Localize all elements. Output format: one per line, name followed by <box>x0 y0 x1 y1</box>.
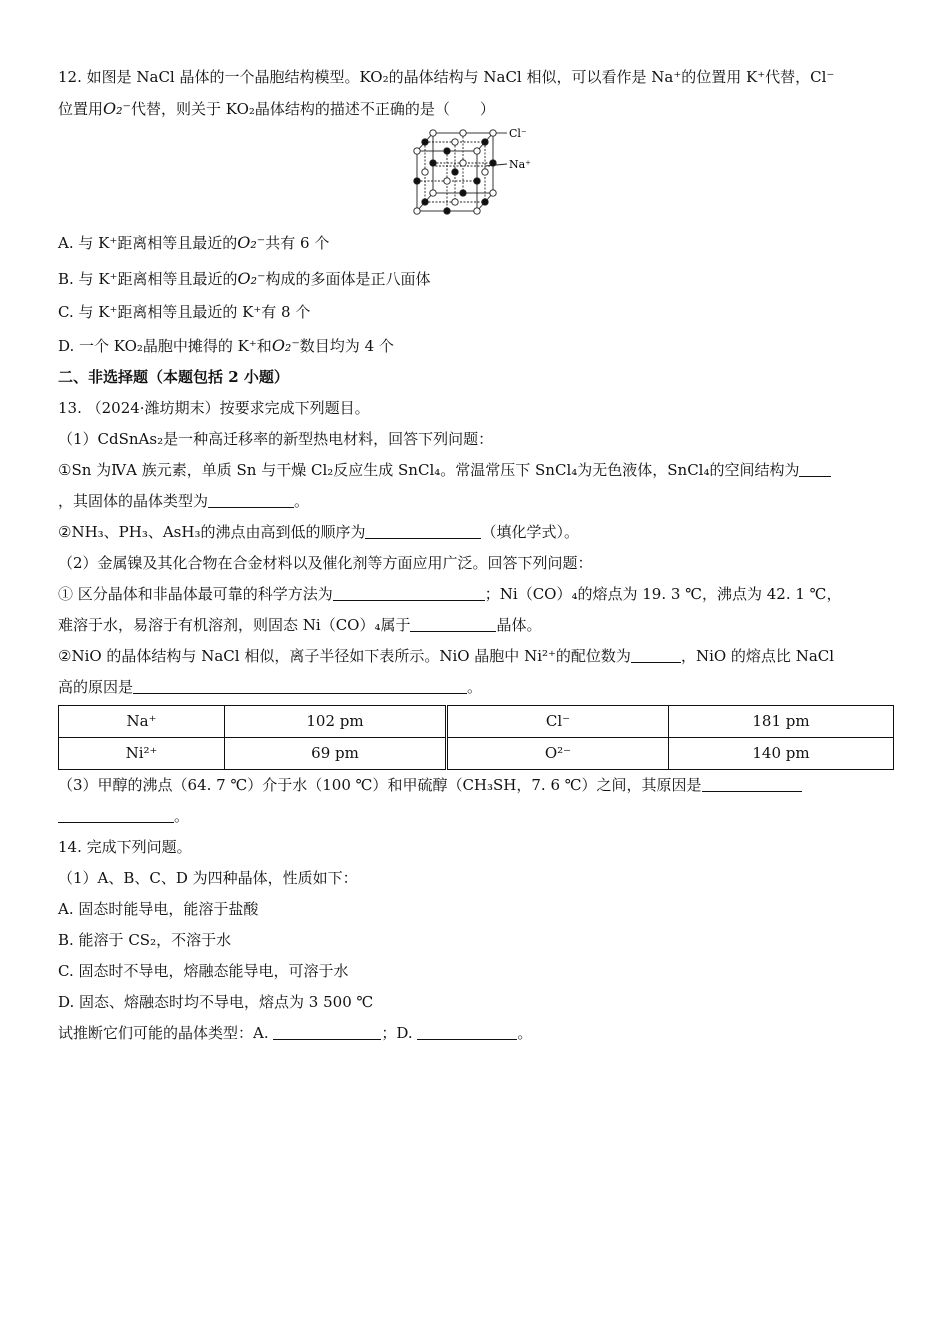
nacl-unit-cell-figure <box>58 127 894 223</box>
superoxide-formula: O₂⁻ <box>103 99 131 118</box>
q13-part3-line2 <box>58 801 894 832</box>
q13-part1-item2-tail: （填化学式）。 <box>481 523 579 541</box>
q13-part2-item2-text2: 高的原因是 <box>58 678 134 696</box>
worksheet <box>58 62 894 1049</box>
table-cell: 181 pm <box>669 706 894 738</box>
table-cell: Cl⁻ <box>447 706 669 738</box>
q13-part1: （1）CdSnAs₂是一种高迁移率的新型热电材料，回答下列问题： <box>58 430 494 448</box>
q14-ask <box>58 1018 894 1049</box>
q14-ask-a: 试推断它们可能的晶体类型：A. <box>58 1024 274 1042</box>
superoxide-formula: O₂⁻ <box>271 336 300 355</box>
q13-part2-item1-line2 <box>58 610 894 641</box>
option-d-tail: 数目均为 4 个 <box>299 337 394 355</box>
punctuation: 。 <box>174 807 190 825</box>
q14-crystal-d: D. 固态、熔融态时均不导电，熔点为 3 500 ℃ <box>58 993 374 1011</box>
option-a-tail: 共有 6 个 <box>265 234 330 252</box>
chloride-label: Cl⁻ <box>509 127 527 140</box>
q12-stem-line1: 12. 如图是 NaCl 晶体的一个晶胞结构模型。KO₂的晶体结构与 NaCl 相似，可以看作是 Na⁺的位置用 K⁺代替，Cl⁻ <box>58 68 835 86</box>
answer-blank[interactable] <box>133 677 467 694</box>
q14-ask-d: ；D. <box>381 1024 418 1042</box>
q13-part2-item1-line1 <box>58 579 894 610</box>
option-a-text: A. 与 K⁺距离相等且最近的 <box>58 234 238 252</box>
answer-blank[interactable] <box>58 806 174 823</box>
answer-blank[interactable] <box>410 615 496 632</box>
q13-part1-item2-text: ②NH₃、PH₃、AsH₃的沸点由高到低的顺序为 <box>58 523 366 541</box>
q12-stem-part-b: 代替，则关于 KO₂晶体结构的描述不正确的是（ ） <box>131 100 495 118</box>
q14-crystal-b: B. 能溶于 CS₂，不溶于水 <box>58 931 232 949</box>
answer-blank[interactable] <box>702 775 802 792</box>
answer-blank[interactable] <box>417 1023 517 1040</box>
q13-part1-item1-line1 <box>58 455 894 486</box>
answer-blank[interactable] <box>208 491 294 508</box>
q13-part2-item2-text: ②NiO 的晶体结构与 NaCl 相似，离子半径如下表所示。NiO 晶胞中 Ni²⁺的配位数为 <box>58 647 631 665</box>
option-b-tail: 构成的多面体是正八面体 <box>265 270 431 288</box>
answer-blank[interactable] <box>333 584 485 601</box>
table-row <box>59 738 894 770</box>
unit-cell-diagram <box>411 127 541 223</box>
q13-part2-item1-text: ① 区分晶体和非晶体最可靠的科学方法为 <box>58 585 333 603</box>
q12-option-a <box>58 227 894 259</box>
table-cell: 69 pm <box>225 738 447 770</box>
q13-part3-line1 <box>58 770 894 801</box>
sodium-label: Na⁺ <box>509 158 531 171</box>
q13-part2-item2-mid: ，NiO 的熔点比 NaCl <box>680 647 835 665</box>
superoxide-formula: O₂⁻ <box>237 233 266 252</box>
punctuation: 。 <box>467 678 483 696</box>
q14-part1: （1）A、B、C、D 为四种晶体，性质如下： <box>58 869 358 887</box>
table-cell: Ni²⁺ <box>59 738 225 770</box>
table-cell: 140 pm <box>669 738 894 770</box>
punctuation: 。 <box>517 1024 533 1042</box>
q13-part3-text: （3）甲醇的沸点（64. 7 ℃）介于水（100 ℃）和甲硫醇（CH₃SH，7. 6 ℃）之间，其原因是 <box>58 776 702 794</box>
answer-blank[interactable] <box>273 1023 381 1040</box>
q14-title: 14. 完成下列问题。 <box>58 838 192 856</box>
q13-part2-item2-line1 <box>58 641 894 672</box>
answer-blank[interactable] <box>631 646 681 663</box>
q13-part1-item1-text2: ，其固体的晶体类型为 <box>58 492 209 510</box>
punctuation: 。 <box>294 492 310 510</box>
q14-crystal-a: A. 固态时能导电，能溶于盐酸 <box>58 900 259 918</box>
q13-part2: （2）金属镍及其化合物在合金材料以及催化剂等方面应用广泛。回答下列问题： <box>58 554 593 572</box>
q13-part2-item2-line2 <box>58 672 894 703</box>
q13-part1-item1-line2 <box>58 486 894 517</box>
q12-option-d <box>58 330 894 362</box>
q13-title: 13. （2024·潍坊期末）按要求完成下列题目。 <box>58 399 370 417</box>
superoxide-formula: O₂⁻ <box>237 269 266 288</box>
answer-blank[interactable] <box>365 522 481 539</box>
table-cell: O²⁻ <box>447 738 669 770</box>
q13-part1-item1-text: ①Sn 为ⅣA 族元素，单质 Sn 与干燥 Cl₂反应生成 SnCl₄。常温常压下 SnCl₄为无色液体，SnCl₄的空间结构为 <box>58 461 800 479</box>
option-d-text: D. 一个 KO₂晶胞中摊得的 K⁺和 <box>58 337 272 355</box>
table-cell: Na⁺ <box>59 706 225 738</box>
section-heading: 二、非选择题（本题包括 2 小题） <box>58 368 289 386</box>
q14-crystal-c: C. 固态时不导电，熔融态能导电，可溶于水 <box>58 962 349 980</box>
q12-stem-line2 <box>58 93 894 125</box>
table-cell: 102 pm <box>225 706 447 738</box>
q13-part2-item1-tail: 晶体。 <box>496 616 542 634</box>
q13-part2-item1-text2: 难溶于水，易溶于有机溶剂，则固态 Ni（CO）₄属于 <box>58 616 411 634</box>
q12-option-b <box>58 263 894 295</box>
q12-option-c: C. 与 K⁺距离相等且最近的 K⁺有 8 个 <box>58 303 311 321</box>
option-b-text: B. 与 K⁺距离相等且最近的 <box>58 270 238 288</box>
ionic-radius-table <box>58 705 894 770</box>
answer-blank[interactable] <box>799 460 831 477</box>
q12-stem-part-a: 位置用 <box>58 100 104 118</box>
table-row <box>59 706 894 738</box>
q13-part2-item1-mid: ；Ni（CO）₄的熔点为 19. 3 ℃，沸点为 42. 1 ℃， <box>484 585 842 603</box>
q13-part1-item2 <box>58 517 894 548</box>
